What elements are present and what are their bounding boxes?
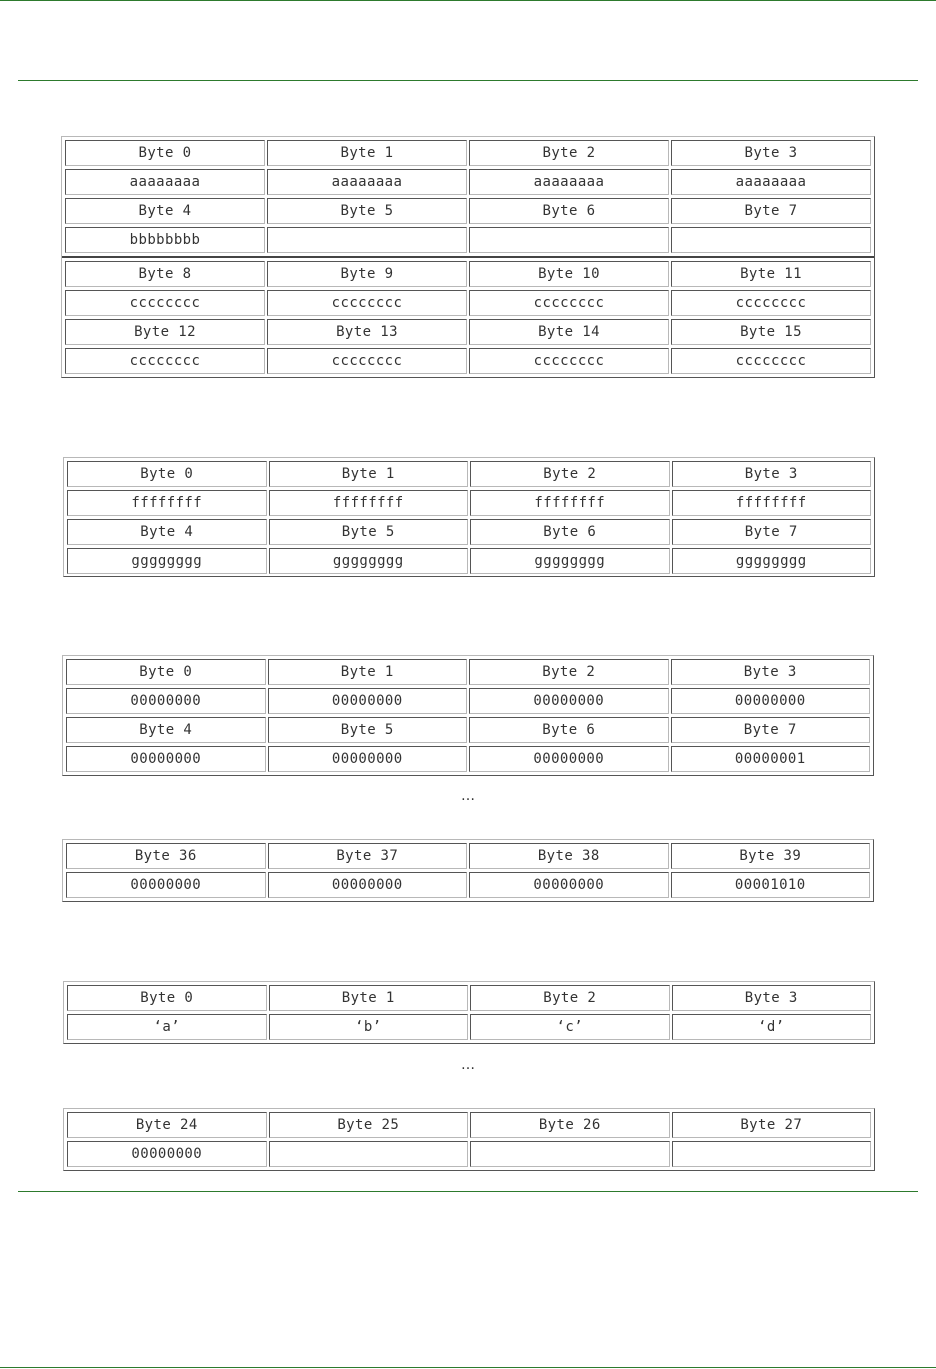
byte-cell: aaaaaaaa: [671, 169, 871, 195]
byte-cell: 00000000: [469, 746, 669, 772]
byte-cell: Byte 4: [65, 198, 265, 224]
byte-cell: Byte 6: [469, 717, 669, 743]
byte-cell: cccccccc: [65, 348, 265, 374]
table-row: [67, 1014, 871, 1040]
table-row: [65, 319, 871, 345]
byte-cell: Byte 9: [267, 261, 467, 287]
byte-cell: ‘d’: [672, 1014, 872, 1040]
byte-cell: aaaaaaaa: [267, 169, 467, 195]
table-row: [65, 198, 871, 224]
byte-cell: cccccccc: [469, 348, 669, 374]
byte-cell: 00001010: [671, 872, 871, 898]
top-rule: [0, 0, 936, 1]
byte-cell: Byte 4: [67, 519, 267, 545]
byte-cell: Byte 39: [671, 843, 871, 869]
byte-cell: Byte 3: [671, 140, 871, 166]
byte-table-5: [63, 981, 875, 1044]
byte-cell: Byte 27: [672, 1112, 872, 1138]
byte-cell: Byte 36: [66, 843, 266, 869]
byte-cell: Byte 0: [67, 461, 267, 487]
byte-table-2: [63, 457, 875, 577]
byte-cell: Byte 26: [470, 1112, 670, 1138]
byte-cell: ‘a’: [67, 1014, 267, 1040]
table-row: [65, 227, 871, 253]
byte-cell: ffffffff: [470, 490, 670, 516]
byte-cell: Byte 7: [672, 519, 872, 545]
byte-cell: Byte 13: [267, 319, 467, 345]
table-row: [66, 688, 870, 714]
byte-cell: cccccccc: [65, 290, 265, 316]
byte-cell: 00000000: [671, 688, 871, 714]
byte-cell: aaaaaaaa: [469, 169, 669, 195]
byte-cell: 00000000: [67, 1141, 267, 1167]
table-row: [67, 985, 871, 1011]
byte-table-1: [61, 136, 875, 378]
table-separator: [62, 256, 874, 258]
byte-cell: Byte 1: [269, 461, 469, 487]
table-row: [67, 461, 871, 487]
byte-cell: ffffffff: [67, 490, 267, 516]
header-rule: [18, 80, 918, 81]
byte-cell: Byte 8: [65, 261, 265, 287]
byte-cell: cccccccc: [671, 348, 871, 374]
byte-cell: ‘b’: [269, 1014, 469, 1040]
byte-cell: 00000001: [671, 746, 871, 772]
table-row: [66, 872, 870, 898]
footer-rule: [18, 1191, 918, 1192]
byte-cell: Byte 38: [469, 843, 669, 869]
byte-table-4: [62, 839, 874, 902]
table-row: [65, 261, 871, 287]
byte-cell: cccccccc: [469, 290, 669, 316]
byte-cell: Byte 6: [470, 519, 670, 545]
byte-cell: ‘c’: [470, 1014, 670, 1040]
byte-cell: gggggggg: [67, 548, 267, 574]
table-row: [65, 169, 871, 195]
byte-cell: gggggggg: [269, 548, 469, 574]
byte-cell: cccccccc: [267, 348, 467, 374]
byte-cell: [671, 227, 871, 253]
table-row: [67, 490, 871, 516]
byte-cell: 00000000: [469, 688, 669, 714]
byte-cell: cccccccc: [267, 290, 467, 316]
byte-cell: gggggggg: [672, 548, 872, 574]
byte-table-6: [63, 1108, 875, 1171]
byte-cell: Byte 25: [269, 1112, 469, 1138]
byte-cell: cccccccc: [671, 290, 871, 316]
byte-cell: 00000000: [268, 688, 468, 714]
byte-cell: [269, 1141, 469, 1167]
byte-table-3: [62, 655, 874, 776]
table-row: [65, 140, 871, 166]
byte-cell: Byte 2: [469, 140, 669, 166]
byte-cell: Byte 1: [269, 985, 469, 1011]
table-row: [67, 1112, 871, 1138]
table-row: [66, 659, 870, 685]
byte-cell: Byte 24: [67, 1112, 267, 1138]
byte-cell: [672, 1141, 872, 1167]
ellipsis-1: …: [461, 788, 475, 804]
byte-cell: Byte 3: [672, 985, 872, 1011]
byte-cell: Byte 5: [268, 717, 468, 743]
table-row: [67, 1141, 871, 1167]
byte-cell: 00000000: [469, 872, 669, 898]
byte-cell: [267, 227, 467, 253]
byte-cell: Byte 3: [671, 659, 871, 685]
table-row: [67, 519, 871, 545]
byte-cell: Byte 2: [470, 461, 670, 487]
byte-cell: Byte 7: [671, 717, 871, 743]
byte-cell: Byte 0: [66, 659, 266, 685]
byte-cell: aaaaaaaa: [65, 169, 265, 195]
byte-cell: Byte 4: [66, 717, 266, 743]
byte-cell: Byte 11: [671, 261, 871, 287]
byte-cell: 00000000: [268, 872, 468, 898]
byte-cell: Byte 10: [469, 261, 669, 287]
byte-cell: Byte 15: [671, 319, 871, 345]
byte-cell: [469, 227, 669, 253]
byte-cell: Byte 1: [267, 140, 467, 166]
byte-cell: Byte 37: [268, 843, 468, 869]
byte-cell: 00000000: [268, 746, 468, 772]
byte-cell: Byte 2: [469, 659, 669, 685]
table-row: [65, 348, 871, 374]
table-row: [65, 290, 871, 316]
table-row: [66, 843, 870, 869]
byte-cell: 00000000: [66, 872, 266, 898]
byte-cell: Byte 7: [671, 198, 871, 224]
byte-cell: Byte 2: [470, 985, 670, 1011]
byte-cell: Byte 6: [469, 198, 669, 224]
byte-cell: Byte 0: [67, 985, 267, 1011]
byte-cell: Byte 5: [267, 198, 467, 224]
byte-cell: ffffffff: [672, 490, 872, 516]
byte-cell: Byte 12: [65, 319, 265, 345]
byte-cell: gggggggg: [470, 548, 670, 574]
byte-cell: bbbbbbbb: [65, 227, 265, 253]
table-row: [66, 717, 870, 743]
byte-cell: Byte 1: [268, 659, 468, 685]
byte-cell: Byte 14: [469, 319, 669, 345]
byte-cell: [470, 1141, 670, 1167]
byte-cell: Byte 5: [269, 519, 469, 545]
bottom-rule: [0, 1367, 936, 1368]
byte-cell: Byte 3: [672, 461, 872, 487]
byte-cell: ffffffff: [269, 490, 469, 516]
table-row: [66, 746, 870, 772]
byte-cell: Byte 0: [65, 140, 265, 166]
table-row: [67, 548, 871, 574]
byte-cell: 00000000: [66, 746, 266, 772]
byte-cell: 00000000: [66, 688, 266, 714]
ellipsis-2: …: [461, 1057, 475, 1073]
